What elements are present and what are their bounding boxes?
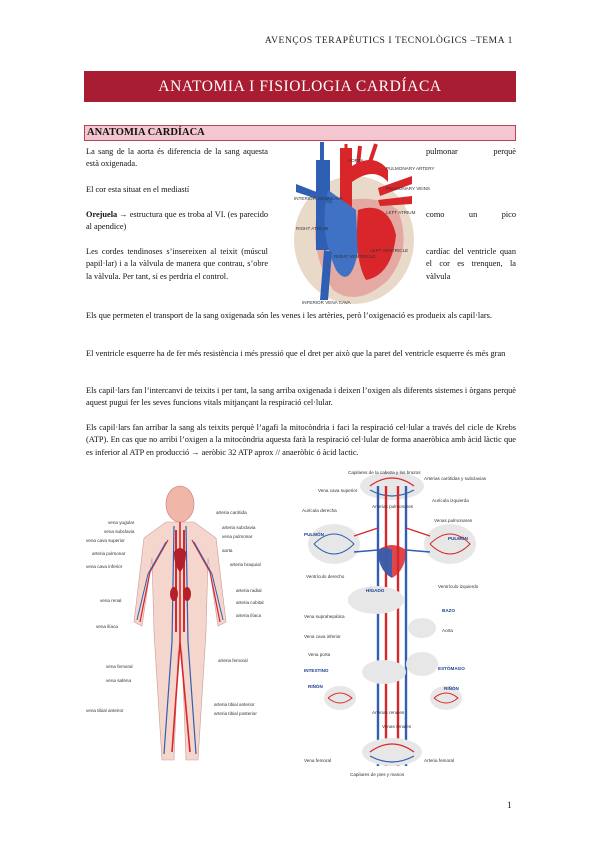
section-heading: ANATOMIA CARDÍACA <box>84 125 516 141</box>
vessel-label-vena-femoral: vena femoral <box>106 664 133 669</box>
circ-label-higado: HÍGADO <box>366 588 385 593</box>
circ-label-pulmon-right: PULMÓN <box>448 536 468 541</box>
vessel-label-vena-yugular: vena yugular <box>108 520 135 525</box>
vessel-label-arteria-subclavia: arteria subclavia <box>222 525 256 530</box>
circ-label-aorta: Aorta <box>442 628 453 633</box>
circulation-caption-top: Capilares de la cabeza y los brazos <box>348 470 421 475</box>
circ-label-rinon-right: RIÑÓN <box>444 686 459 691</box>
page-title: ANATOMIA I FISIOLOGIA CARDÍACA <box>84 71 516 102</box>
paragraph-tendinous-cords-right: cardíac del ventricle quan el cor es trenquen, la vàlvula <box>426 247 516 281</box>
vessel-label-vena-pulmonar: vena pulmonar <box>222 534 253 539</box>
circ-label-ventriculo-izquierdo: Ventrículo izquierdo <box>438 584 479 589</box>
vessel-label-arteria-femoral: arteria femoral <box>218 658 248 663</box>
vessel-label-arteria-carotida: arteria carótida <box>216 510 247 515</box>
circ-label-vena-suprahepatica: Vena suprahepática <box>304 614 345 619</box>
vessel-label-arteria-pulmonar: arteria pulmonar <box>92 551 126 556</box>
heart-label-right-ventricle: RIGHT VENTRICLE <box>334 254 376 259</box>
vessel-label-vena-subclavia: vena subclavia <box>104 529 135 534</box>
running-header: AVENÇOS TERAPÈUTICS I TECNOLÒGICS –TEMA 1 <box>264 36 513 46</box>
heart-label-right-atrium: RIGHT ATRIUM <box>296 226 329 231</box>
heart-label-aorta: AORTA <box>348 158 364 163</box>
paragraph-capillaries-exchange: Els capil·lars fan l’intercanvi de teixits i per tant, la sang arriba oxigenada i deixen l’oxigen als diferents sistemes i òrgans perquè aquest pugui fer les seves funcions vitals mitjançant la respiració cel·lular. <box>86 386 516 408</box>
vessel-label-vena-safena: vena safena <box>106 678 132 683</box>
circ-label-arterias-pulmonares: Arterias pulmonares <box>372 504 414 509</box>
circ-label-auricula-derecha: Aurícula derecha <box>302 508 337 513</box>
body-vessels-diagram <box>84 482 284 770</box>
arrow-icon: → <box>119 210 128 219</box>
circ-label-vena-cava-superior: Vena cava superior <box>318 488 358 493</box>
page-number: 1 <box>507 800 512 810</box>
paragraph-aorta-left: La sang de la aorta és diferencia de la sang aquesta està oxigenada. <box>86 147 268 169</box>
circ-label-vena-cava-inferior: Vena cava inferior <box>304 634 341 639</box>
vessel-label-arteria-tibial-posterior: arteria tibial posterior <box>214 711 257 716</box>
circ-label-rinon-left: RIÑÓN <box>308 684 323 689</box>
circ-label-venas-renales: Venas renales <box>382 724 412 729</box>
heart-label-left-ventricle: LEFT VENTRICLE <box>370 248 409 253</box>
vessel-label-vena-renal: vena renal <box>100 598 122 603</box>
circ-label-ventriculo-derecho: Ventrículo derecho <box>306 574 345 579</box>
circulation-caption-bottom: Capilares de pies y manos <box>350 772 405 777</box>
paragraph-orejuela-right: como un pico <box>426 210 516 219</box>
circulation-schematic <box>300 466 486 778</box>
circ-label-venas-pulmonares: Venas pulmonares <box>434 518 473 523</box>
circ-label-estomago: ESTÓMAGO <box>438 666 465 671</box>
circ-label-bazo: BAZO <box>442 608 456 613</box>
heart-label-left-atrium: LEFT ATRIUM <box>386 210 416 215</box>
vessel-label-vena-cava-inferior: vena cava inferior <box>86 564 123 569</box>
vessel-label-arteria-braquial: arteria braquial <box>230 562 261 567</box>
circ-label-arteria-femoral: Arteria femoral <box>424 758 455 763</box>
heart-label-inferior-vena-cava: INFERIOR VENA CAVA <box>302 300 351 305</box>
heart-label-superior-vena-cava: INTERIOR VENA CAVA <box>294 196 343 201</box>
vessel-label-arteria-tibial-anterior: arteria tibial anterior <box>214 702 255 707</box>
paragraph-aorta-right: pulmonar perquè <box>426 147 516 156</box>
paragraph-left-ventricle: El ventricle esquerre ha de fer més resistència i més pressió que el dret per això que la paret del ventricle esquerre és més gran <box>86 349 506 358</box>
orejuela-description: estructura que es troba al VI. (es parecido al apendice) <box>86 210 268 232</box>
paragraph-mediastinum: El cor esta situat en el mediastí <box>86 185 190 194</box>
paragraph-transport: Els que permeten el transport de la sang oxigenada són les venes i les artèries, però l’oxigenació es produeix als capil·lars. <box>86 311 492 320</box>
heart-label-pulmonary-veins: PULMONARY VEINS <box>386 186 430 191</box>
circ-label-pulmon-left: PULMÓN <box>304 532 324 537</box>
circ-label-auricula-izquierda: Aurícula izquierda <box>432 498 469 503</box>
circ-label-arterias-renales: Arterias renales <box>372 710 405 715</box>
vessel-label-aorta: aorta <box>222 548 233 553</box>
circ-label-arterias-carotidas: Arterias carótidas y subclavias <box>424 476 487 481</box>
paragraph-capillaries-respiration: Els capil·lars fan arribar la sang als teixits perquè l’agafi la mitocòndria i faci la respiració cel·lular a través del cicle de Krebs (ATP). En cas que no arribi l’oxigen a la mitocòndria aquesta farà la respiració cel·lular de forma anaeròbica amb àcid làctic que es inferior al ATP en producció → aeròbic 32 ATP aprox // anaeròbic ó àcid lactic. <box>86 423 516 457</box>
vessel-label-arteria-iliaca: arteria ilíaca <box>236 613 262 618</box>
vessel-label-vena-tibial-anterior: vena tibial anterior <box>86 708 124 713</box>
heart-diagram <box>288 140 435 308</box>
circ-label-intestino: INTESTINO <box>304 668 329 673</box>
paragraph-tendinous-cords-left: Les cordes tendinoses s’insereixen al teixit (múscul papil·lar) i a la vàlvula de manera que contrau, s’obre la vàlvula. Per tant, si es perdria el control. <box>86 247 268 281</box>
vessel-label-vena-cava-superior: vena cava superior <box>86 538 125 543</box>
term-orejuela: Orejuela <box>86 210 118 219</box>
vessel-label-arteria-cubital: arteria cubital <box>236 600 264 605</box>
circ-label-vena-porta: Vena porta <box>308 652 331 657</box>
vessel-label-arteria-radial: arteria radial <box>236 588 262 593</box>
circ-label-vena-femoral: Vena femoral <box>304 758 332 763</box>
paragraph-orejuela <box>86 209 268 234</box>
heart-label-pulmonary-artery: PULMONARY ARTERY <box>386 166 435 171</box>
vessel-label-vena-iliaca: vena ilíaca <box>96 624 118 629</box>
